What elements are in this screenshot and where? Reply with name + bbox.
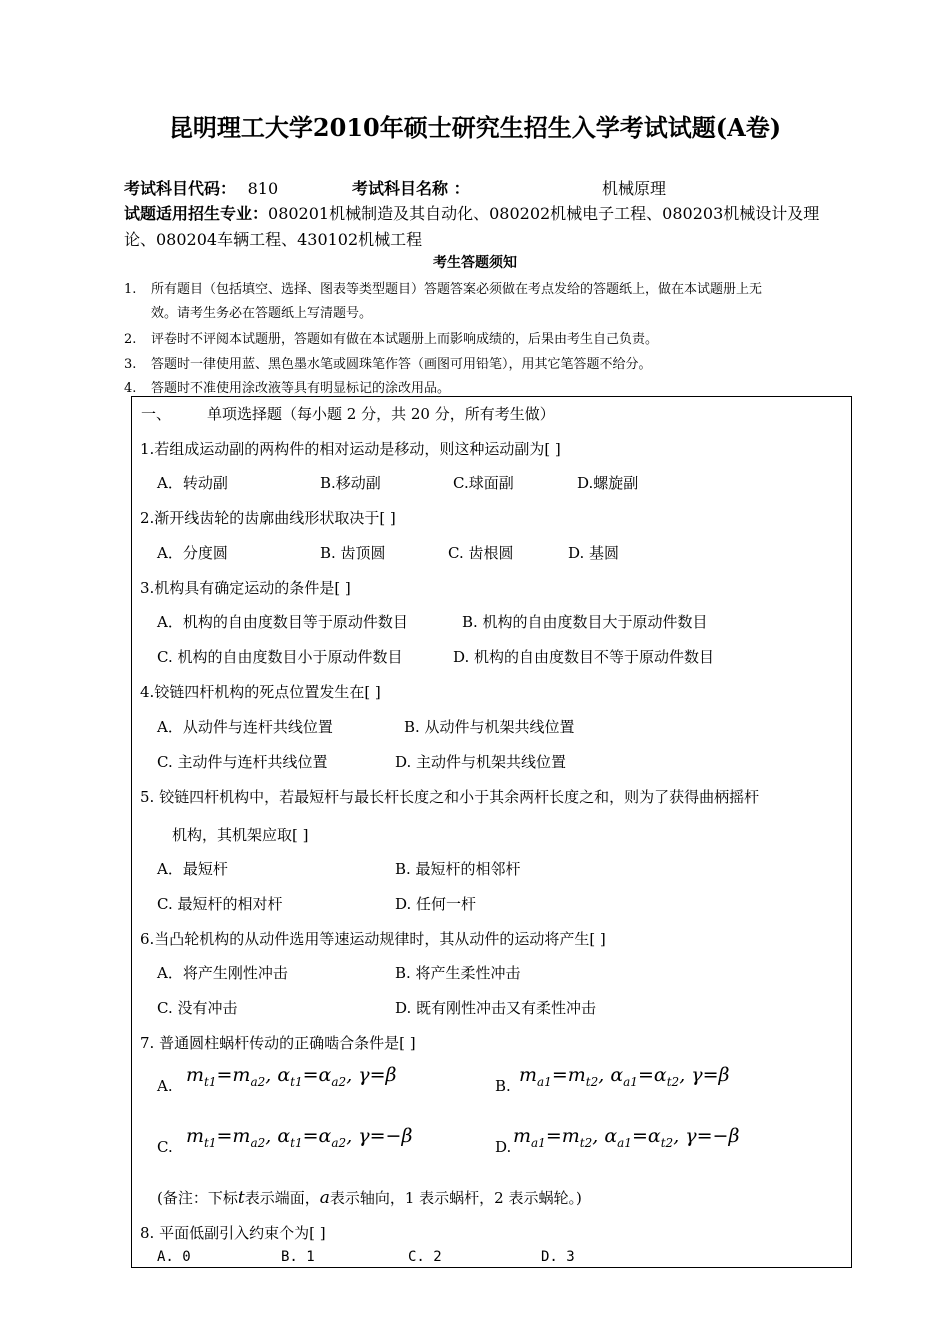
notice-text: 答题时不准使用涂改液等具有明显标记的涂改用品。 [151,381,451,396]
section-title: 单项选择题（每小题 2 分，共 20 分，所有考生做） [207,405,555,423]
q7-note [157,1187,582,1208]
q3-option-b: B. 机构的自由度数目大于原动件数目 [462,613,708,631]
q7-option-a-formula: $m_{t1}=m_{a2}$, $\alpha_{t1}=\alpha_{a2}$, γ=β [186,1064,397,1089]
notice-item-3 [124,353,652,372]
q7-option-d-label: D. [495,1138,512,1156]
q7-option-a-label: A. [157,1077,173,1095]
q7-note-suffix: 表示轴向，1 表示蜗杆，2 表示蜗轮。) [329,1189,582,1207]
q7-option-b-formula: $m_{a1}=m_{t2}$, $\alpha_{a1}=\alpha_{t2}$, γ=β [519,1064,730,1089]
question-8-stem: 8. 平面低副引入约束个为[ ] [140,1224,326,1242]
notice-num: 2. [124,332,137,347]
exam-title: 昆明理工大学2010年硕士研究生招生入学考试试题(A卷) [168,113,782,142]
q4-option-c: C. 主动件与连杆共线位置 [157,753,328,771]
q2-option-a: A．分度圆 [157,544,228,562]
subject-name-label: 考试科目名称 ： [352,179,470,198]
q1-option-a: A．转动副 [157,474,228,492]
q2-option-b: B. 齿顶圆 [320,544,386,562]
notice-text: 所有题目（包括填空、选择、图表等类型题目）答题答案必须做在考点发给的答题纸上，做在本试题册上无 [151,282,763,297]
question-5-stem-cont: 机构，其机架应取[ ] [172,826,309,844]
notice-item-1-cont: 效。请考生务必在答题纸上写清题号。 [151,306,373,321]
q7-note-t: t [237,1188,245,1208]
q8-option-c: C. 2 [408,1249,442,1265]
q7-note-a: a [319,1188,330,1208]
q2-option-d: D. 基圆 [568,544,620,562]
notice-title: 考生答题须知 [433,255,517,271]
q7-option-c-label: C. [157,1138,173,1156]
q8-option-d: D. 3 [541,1249,575,1265]
question-4-stem: 4.铰链四杆机构的死点位置发生在[ ] [140,683,381,701]
q6-option-d: D. 既有刚性冲击又有柔性冲击 [395,999,597,1017]
q8-option-a: A. 0 [157,1249,191,1265]
q7-option-b-label: B. [495,1077,511,1095]
subject-code-value: 810 [247,179,279,198]
q5-option-a: A．最短杆 [157,860,228,878]
question-7-stem: 7. 普通圆柱蜗杆传动的正确啮合条件是[ ] [140,1034,416,1052]
q3-option-a: A．机构的自由度数目等于原动件数目 [157,613,408,631]
subject-code-label: 考试科目代码： [124,179,237,198]
q1-option-c: C.球面副 [453,474,514,492]
subject-code-line [124,176,278,199]
notice-num: 4. [124,381,137,396]
q7-note-mid: 表示端面， [244,1189,320,1207]
q3-option-c: C. 机构的自由度数目小于原动件数目 [157,648,403,666]
q1-option-d: D.螺旋副 [577,474,639,492]
major-label: 试题适用招生专业： [124,204,269,223]
q6-option-a: A．将产生刚性冲击 [157,964,288,982]
question-1-stem: 1.若组成运动副的两构件的相对运动是移动，则这种运动副为[ ] [140,440,561,458]
q7-option-c-formula: $m_{t1}=m_{a2}$, $\alpha_{t1}=\alpha_{a2}$, γ=−β [186,1125,413,1150]
question-3-stem: 3.机构具有确定运动的条件是[ ] [140,579,351,597]
q1-option-b: B.移动副 [320,474,381,492]
notice-num: 3. [124,357,137,372]
major-value: 080201机械制造及其自动化、080202机械电子工程、080203机械设计及理论、080204车辆工程、430102机械工程 [124,204,820,249]
q4-option-b: B. 从动件与机架共线位置 [404,718,575,736]
q7-note-prefix: (备注：下标 [157,1189,238,1207]
q4-option-a: A．从动件与连杆共线位置 [157,718,333,736]
section-number: 一、 [141,405,172,423]
subject-name-value: 机械原理 [602,179,667,198]
q5-option-b: B. 最短杆的相邻杆 [395,860,521,878]
q7-option-d-formula: $m_{a1}=m_{t2}$, $\alpha_{a1}=\alpha_{t2}$, γ=−β [513,1125,740,1150]
notice-text: 评卷时不评阅本试题册，答题如有做在本试题册上而影响成绩的，后果由考生自己负责。 [151,332,659,347]
q6-option-c: C. 没有冲击 [157,999,238,1017]
notice-item-4 [124,377,450,396]
q8-option-b: B. 1 [281,1249,315,1265]
q2-option-c: C. 齿根圆 [448,544,514,562]
applicable-majors [124,201,840,253]
notice-text: 答题时一律使用蓝、黑色墨水笔或圆珠笔作答（画图可用铅笔），用其它笔答题不给分。 [151,357,652,372]
question-6-stem: 6.当凸轮机构的从动件选用等速运动规律时，其从动件的运动将产生[ ] [140,930,606,948]
q4-option-d: D. 主动件与机架共线位置 [395,753,567,771]
q5-option-d: D. 任何一杆 [395,895,477,913]
q5-option-c: C. 最短杆的相对杆 [157,895,283,913]
q6-option-b: B. 将产生柔性冲击 [395,964,521,982]
notice-item-2 [124,328,658,347]
question-2-stem: 2.渐开线齿轮的齿廓曲线形状取决于[ ] [140,509,396,527]
question-5-stem: 5. 铰链四杆机构中，若最短杆与最长杆长度之和小于其余两杆长度之和，则为了获得曲柄摇杆 [140,788,760,806]
notice-num: 1. [124,282,137,297]
notice-item-1 [124,278,762,297]
q3-option-d: D. 机构的自由度数目不等于原动件数目 [453,648,715,666]
